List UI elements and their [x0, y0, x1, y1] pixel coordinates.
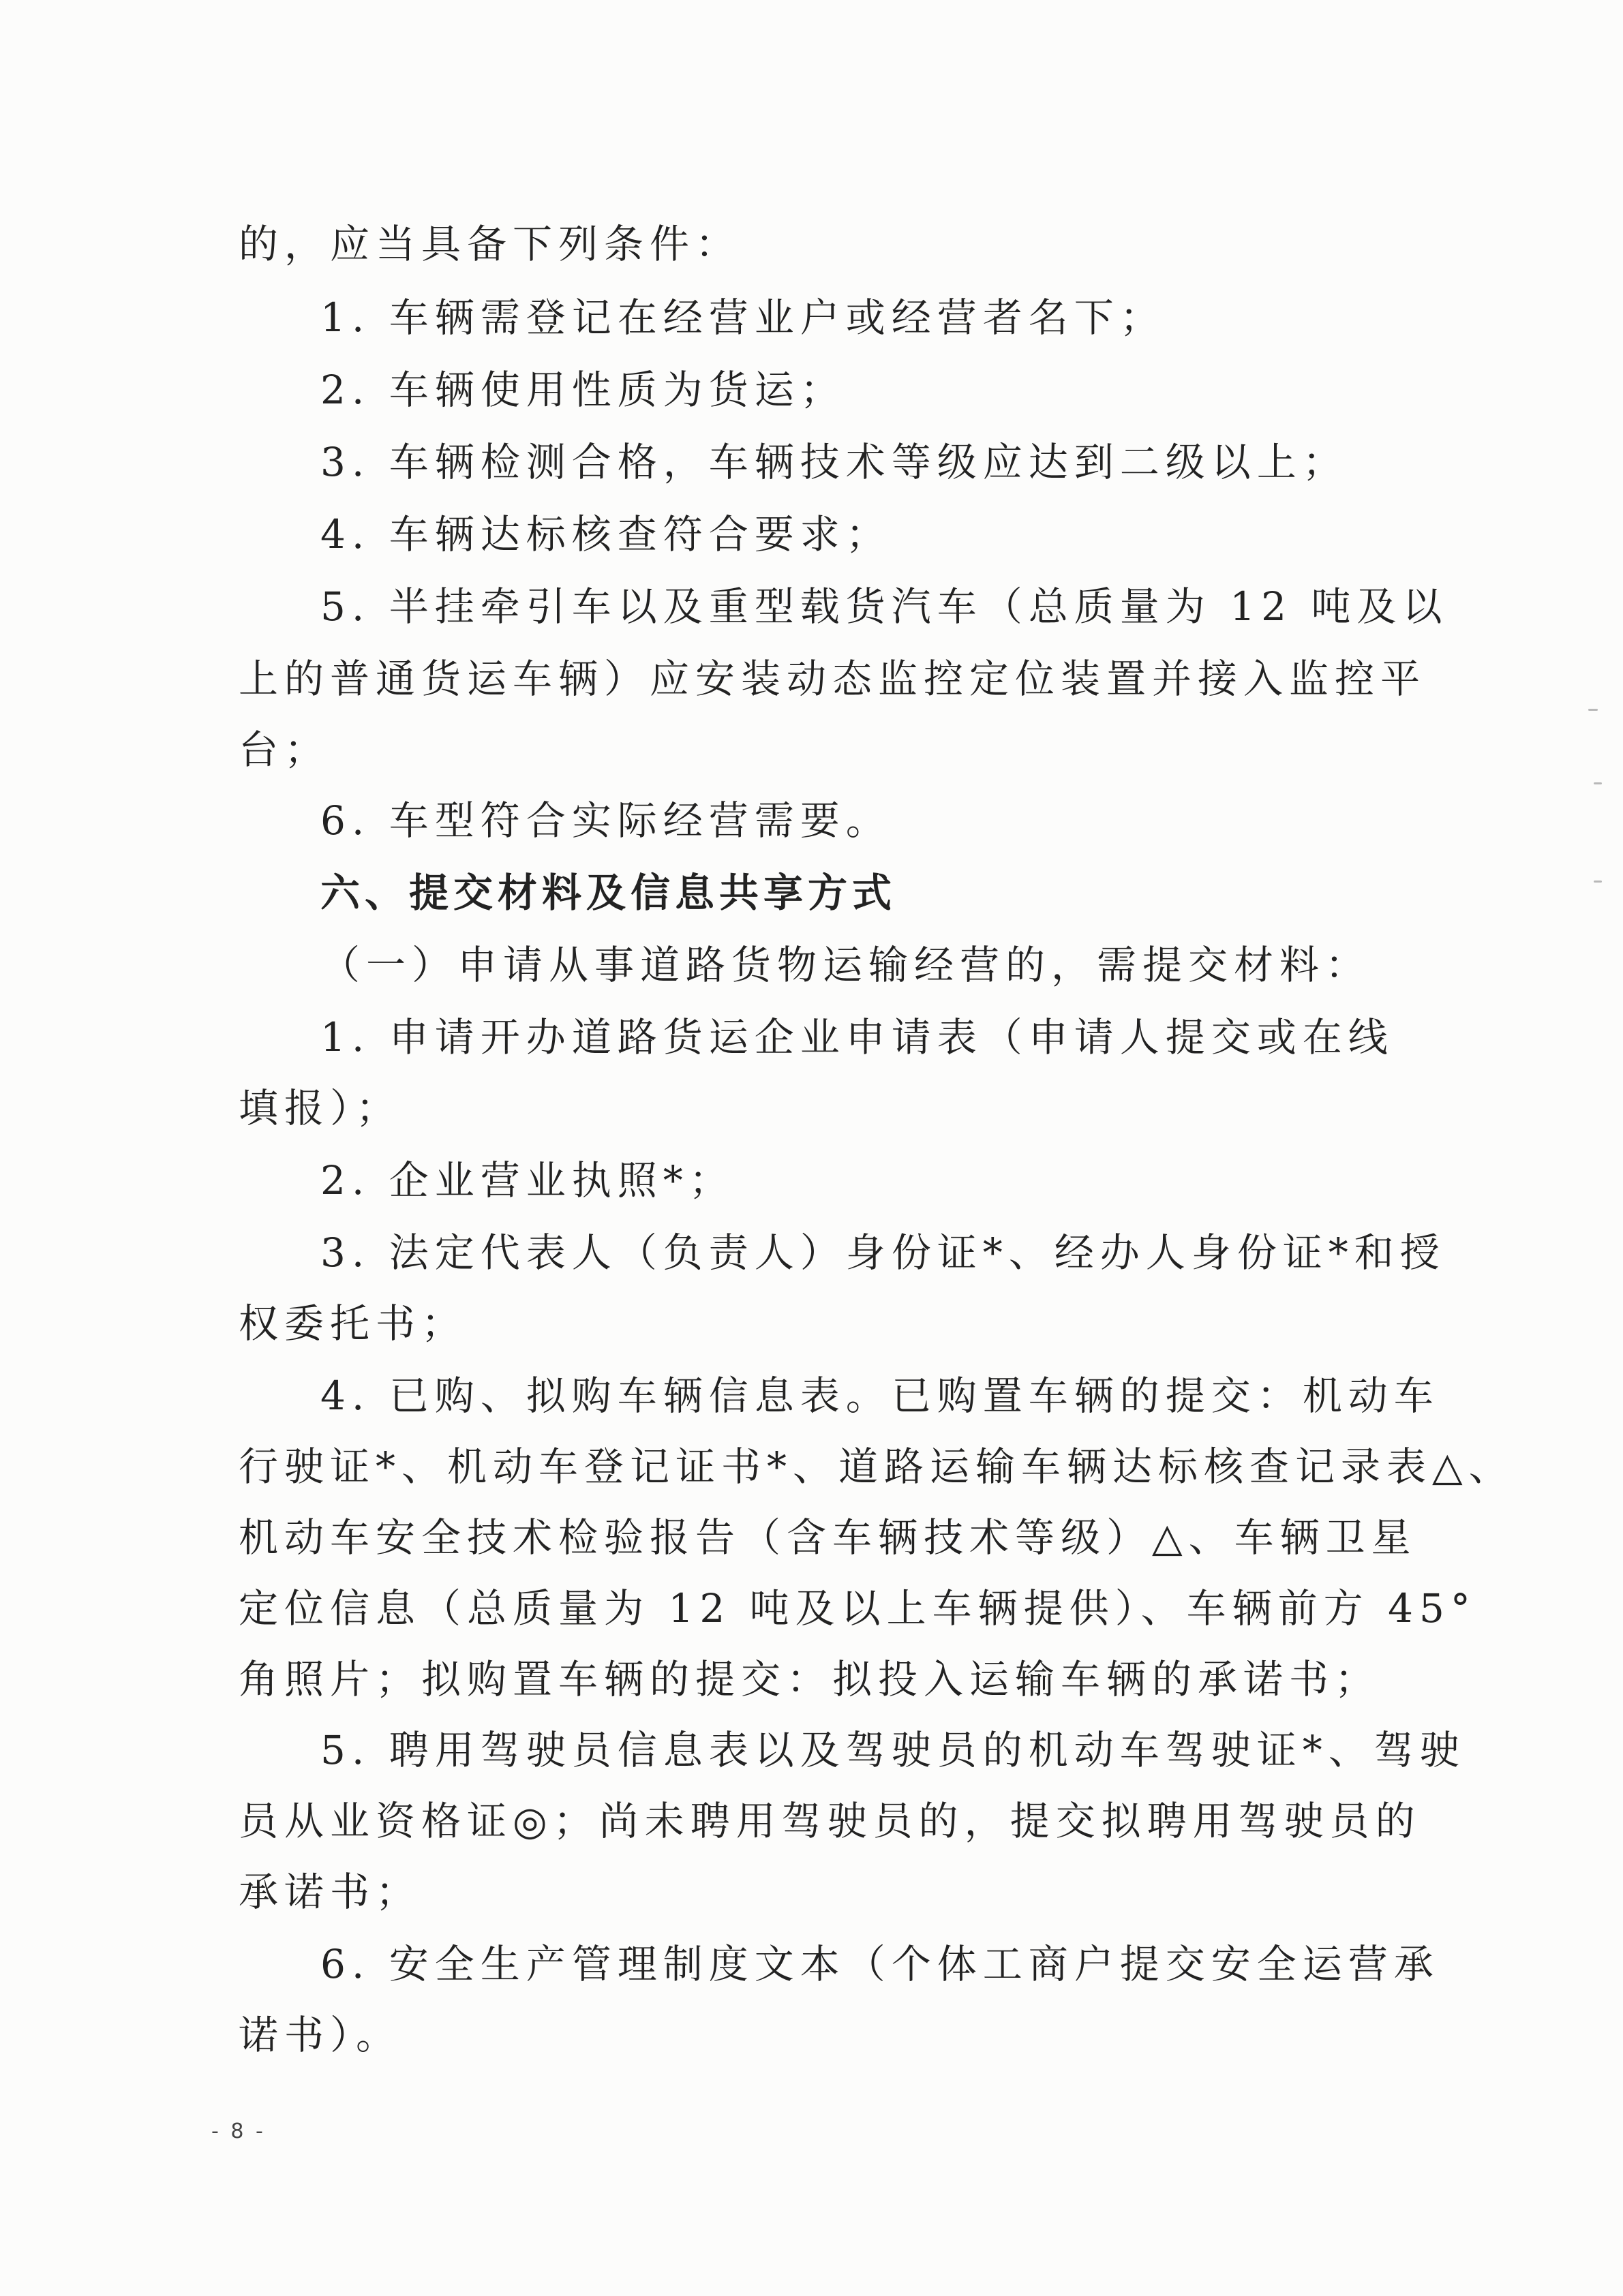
material-item-5-line-1: 5. 聘用驾驶员信息表以及驾驶员的机动车驾驶证*、驾驶 — [320, 1727, 1466, 1773]
condition-item-1: 1. 车辆需登记在经营业户或经营者名下； — [320, 294, 1166, 341]
subsection-heading: （一）申请从事道路货物运输经营的，需提交材料： — [320, 942, 1371, 988]
material-item-5-line-2: 员从业资格证◎；尚未聘用驾驶员的，提交拟聘用驾驶员的 — [239, 1798, 1421, 1844]
material-item-4-line-2: 行驶证*、机动车登记证书*、道路运输车辆达标核查记录表△、 — [239, 1443, 1515, 1490]
material-item-4-line-4: 定位信息（总质量为 12 吨及以上车辆提供）、车辆前方 45° — [239, 1585, 1476, 1632]
material-item-1-line-1: 1. 申请开办道路货运企业申请表（申请人提交或在线 — [320, 1014, 1394, 1060]
material-item-3-line-1: 3. 法定代表人（负责人）身份证*、经办人身份证*和授 — [320, 1229, 1446, 1276]
condition-item-4: 4. 车辆达标核查符合要求； — [320, 511, 892, 557]
material-item-4-line-5: 角照片；拟购置车辆的提交：拟投入运输车辆的承诺书； — [239, 1656, 1381, 1702]
material-item-6-line-2: 诺书）。 — [239, 2012, 402, 2058]
page-number: - 8 - — [211, 2119, 266, 2143]
scan-speck — [1588, 709, 1598, 711]
material-item-6-line-1: 6. 安全生产管理制度文本（个体工商户提交安全运营承 — [320, 1941, 1440, 1987]
section-heading: 六、提交材料及信息共享方式 — [320, 870, 897, 916]
material-item-3-line-2: 权委托书； — [239, 1300, 468, 1347]
condition-item-6: 6. 车型符合实际经营需要。 — [320, 797, 892, 844]
scan-speck — [1594, 881, 1602, 883]
material-item-2: 2. 企业营业执照*； — [320, 1157, 735, 1204]
condition-item-5-line-2: 上的普通货运车辆）应安装动态监控定位装置并接入监控平 — [239, 656, 1427, 702]
condition-item-3: 3. 车辆检测合格，车辆技术等级应达到二级以上； — [320, 439, 1348, 485]
condition-item-5-line-1: 5. 半挂牵引车以及重型载货汽车（总质量为 12 吨及以 — [320, 583, 1448, 630]
material-item-4-line-3: 机动车安全技术检验报告（含车辆技术等级）△、车辆卫星 — [239, 1514, 1417, 1561]
material-item-1-line-2: 填报）； — [239, 1085, 402, 1131]
scan-speck — [1594, 782, 1602, 784]
material-item-5-line-3: 承诺书； — [239, 1869, 422, 1915]
material-item-4-line-1: 4. 已购、拟购车辆信息表。已购置车辆的提交：机动车 — [320, 1373, 1440, 1419]
paragraph-continuation: 的，应当具备下列条件： — [239, 221, 742, 267]
condition-item-2: 2. 车辆使用性质为货运； — [320, 367, 846, 413]
condition-item-5-line-3: 台； — [239, 726, 331, 773]
